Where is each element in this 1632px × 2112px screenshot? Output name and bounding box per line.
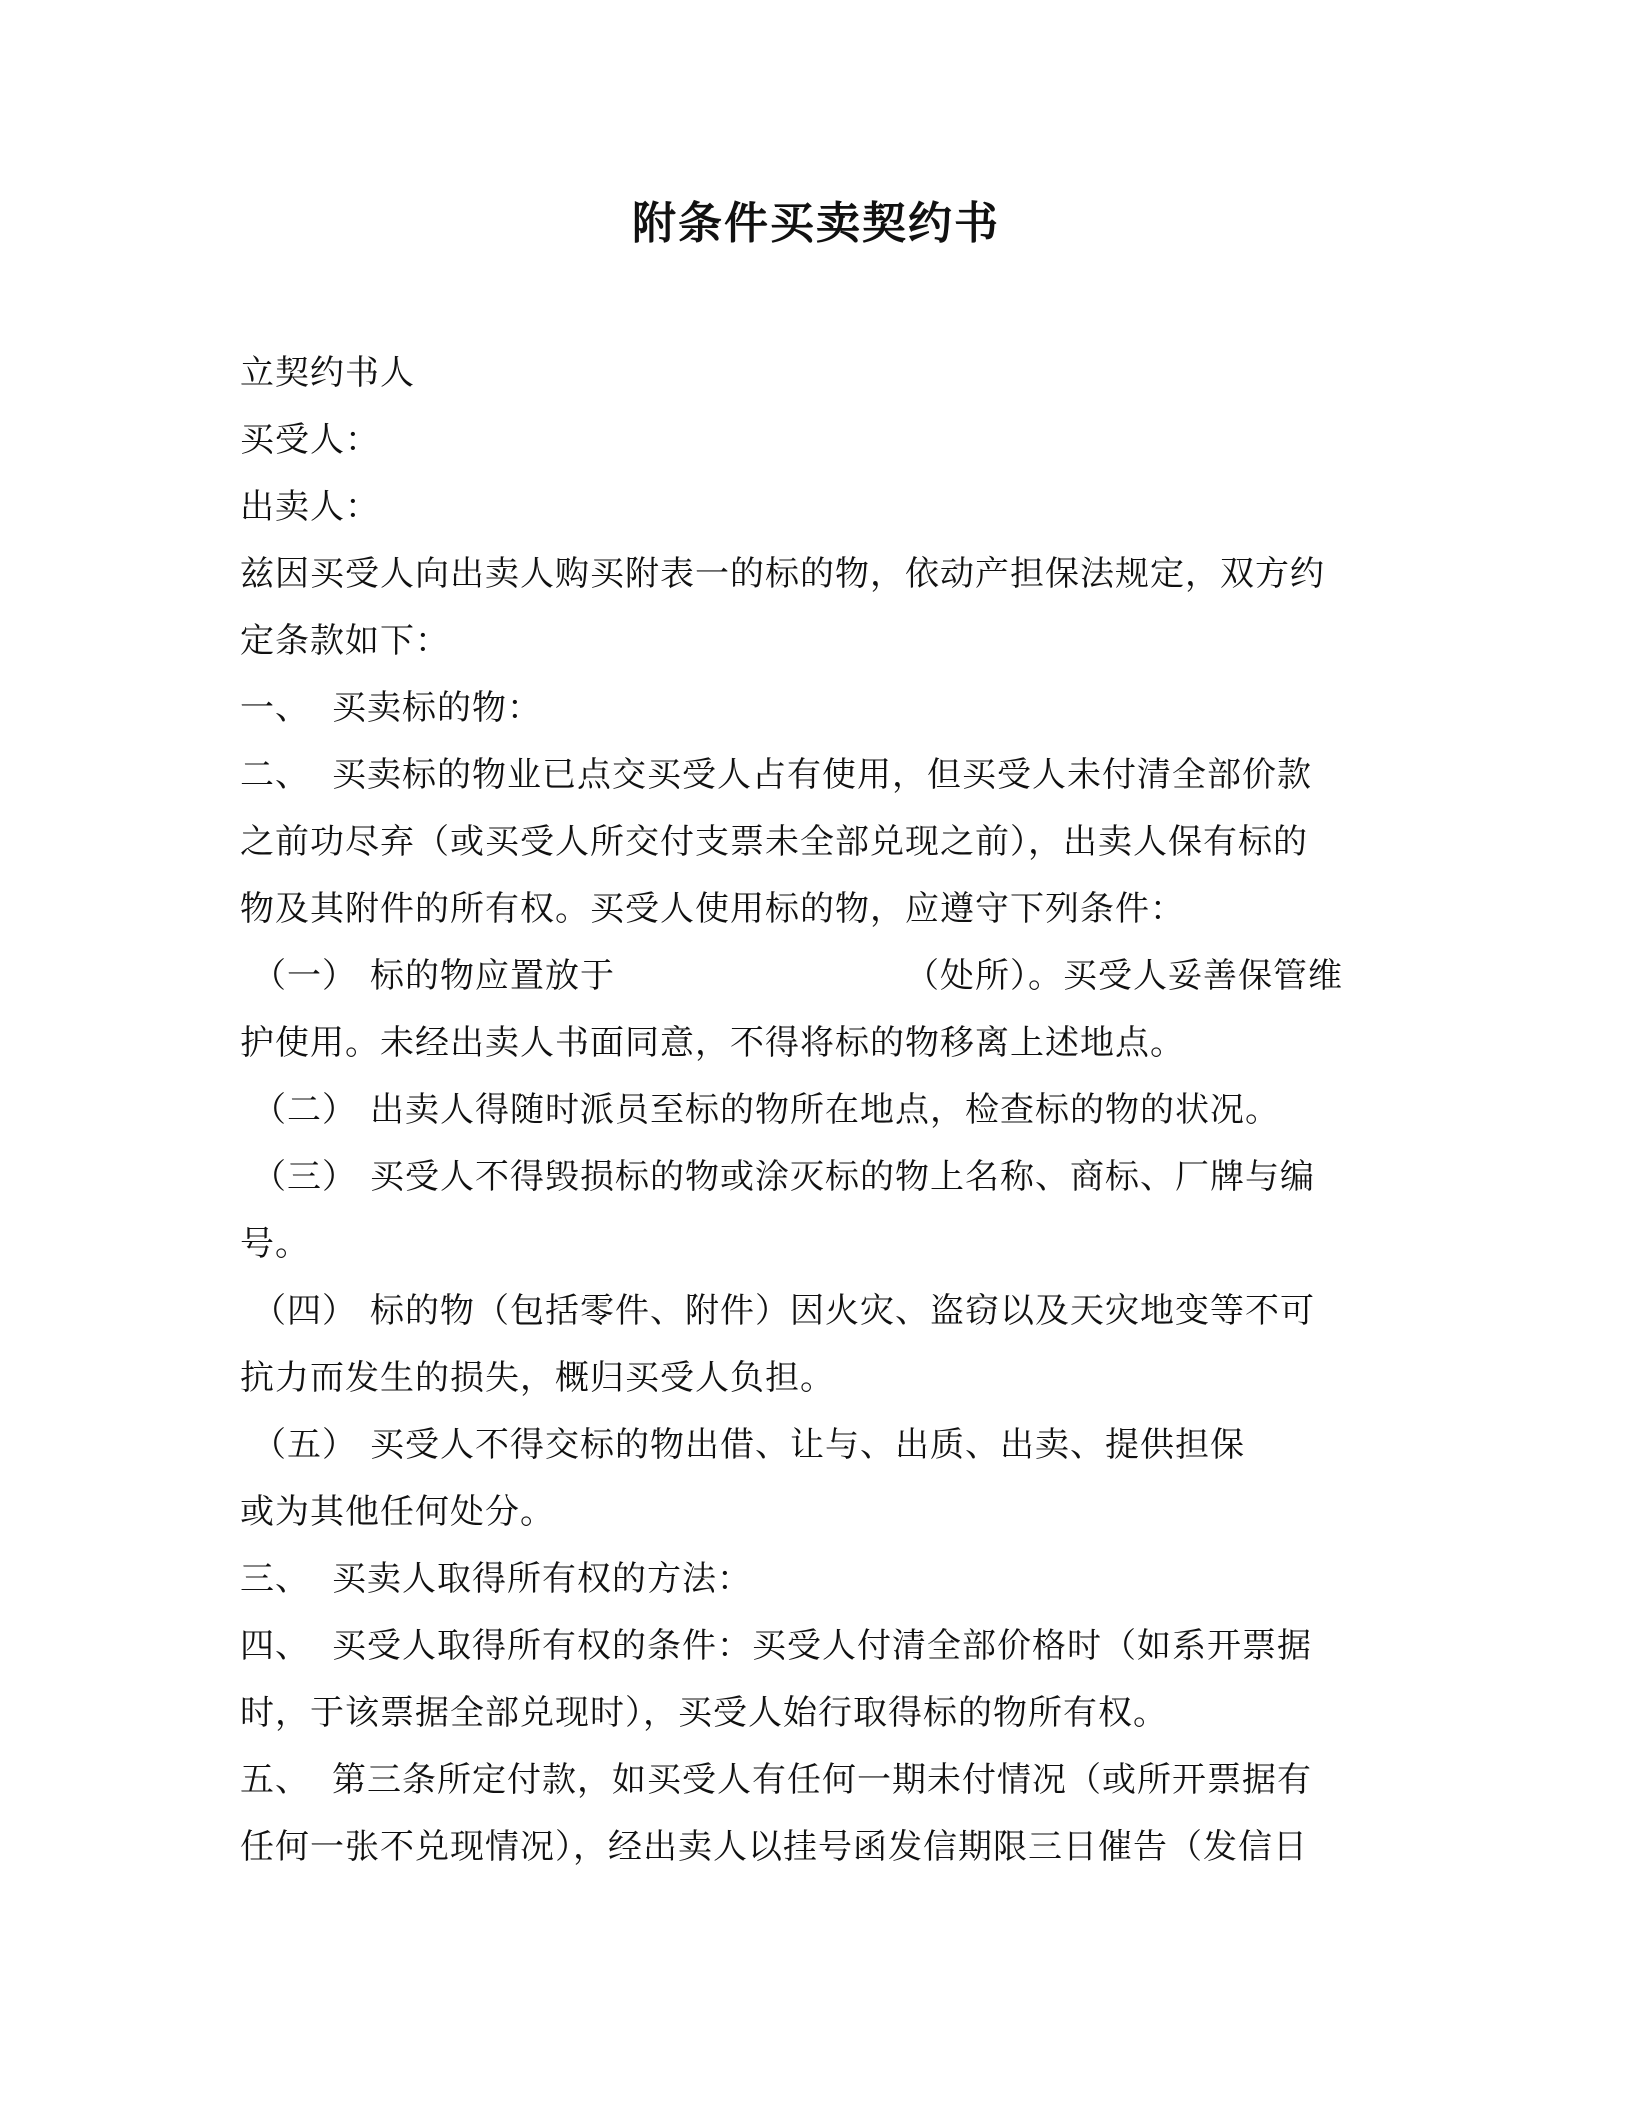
sub-clause-number: （三）: [252, 1157, 357, 1197]
sub-clause-1-cont: 护使用。未经出卖人书面同意，不得将标的物移离上述地点。: [240, 1023, 1185, 1063]
clause-4: 四、 买受人取得所有权的条件：买受人付清全部价格时（如系开票据: [240, 1613, 1410, 1680]
preamble-line: 兹因买受人向出卖人购买附表一的标的物，依动产担保法规定，双方约: [240, 554, 1325, 594]
clause-number: 四、: [240, 1626, 310, 1666]
clause-number: 五、: [240, 1760, 310, 1800]
sub-clause-5: （五） 买受人不得交标的物出借、让与、出质、出卖、提供担保: [240, 1412, 1410, 1479]
clause-2-cont: 物及其附件的所有权。买受人使用标的物，应遵守下列条件：: [240, 889, 1185, 929]
sub-clause-4: （四） 标的物（包括零件、附件）因火灾、盗窃以及天灾地变等不可: [240, 1278, 1410, 1345]
clause-5: 五、 第三条所定付款，如买受人有任何一期未付情况（或所开票据有: [240, 1747, 1410, 1814]
clause-2: 二、 买卖标的物业已点交买受人占有使用，但买受人未付清全部价款: [240, 742, 1410, 809]
sub-clause-number: （一）: [252, 956, 357, 996]
document-body: [240, 340, 1410, 1881]
sub-clause-3: （三） 买受人不得毁损标的物或涂灭标的物上名称、商标、厂牌与编: [240, 1144, 1410, 1211]
sub-clause-3-cont: 号。: [240, 1224, 310, 1264]
clause-number: 三、: [240, 1559, 310, 1599]
clause-3: 三、 买卖人取得所有权的方法：: [240, 1546, 1410, 1613]
sub-clause-number: （四）: [252, 1291, 357, 1331]
sub-clause-number: （五）: [252, 1425, 357, 1465]
preamble-line: 定条款如下：: [240, 621, 450, 661]
sub-clause-2: （二） 出卖人得随时派员至标的物所在地点，检查标的物的状况。: [240, 1077, 1410, 1144]
document-title: 附条件买卖契约书: [632, 198, 1000, 249]
clause-2-cont: 之前功尽弃（或买受人所交付支票未全部兑现之前），出卖人保有标的: [240, 822, 1308, 862]
clause-1: 一、 买卖标的物：: [240, 675, 1410, 742]
clause-4-cont: 时，于该票据全部兑现时），买受人始行取得标的物所有权。: [240, 1693, 1168, 1733]
clause-number: 一、: [240, 688, 310, 728]
sub-clause-5-cont: 或为其他任何处分。: [240, 1492, 555, 1532]
clause-number: 二、: [240, 755, 310, 795]
sub-clause-1: （一） 标的物应置放于 （处所）。买受人妥善保管维: [240, 943, 1410, 1010]
sub-clause-number: （二）: [252, 1090, 357, 1130]
buyer-line: 买受人：: [240, 420, 380, 460]
sub-clause-4-cont: 抗力而发生的损失，概归买受人负担。: [240, 1358, 835, 1398]
clause-5-cont: 任何一张不兑现情况），经出卖人以挂号函发信期限三日催告（发信日: [240, 1827, 1308, 1867]
party-header: 立契约书人: [240, 353, 415, 393]
seller-line: 出卖人：: [240, 487, 380, 527]
